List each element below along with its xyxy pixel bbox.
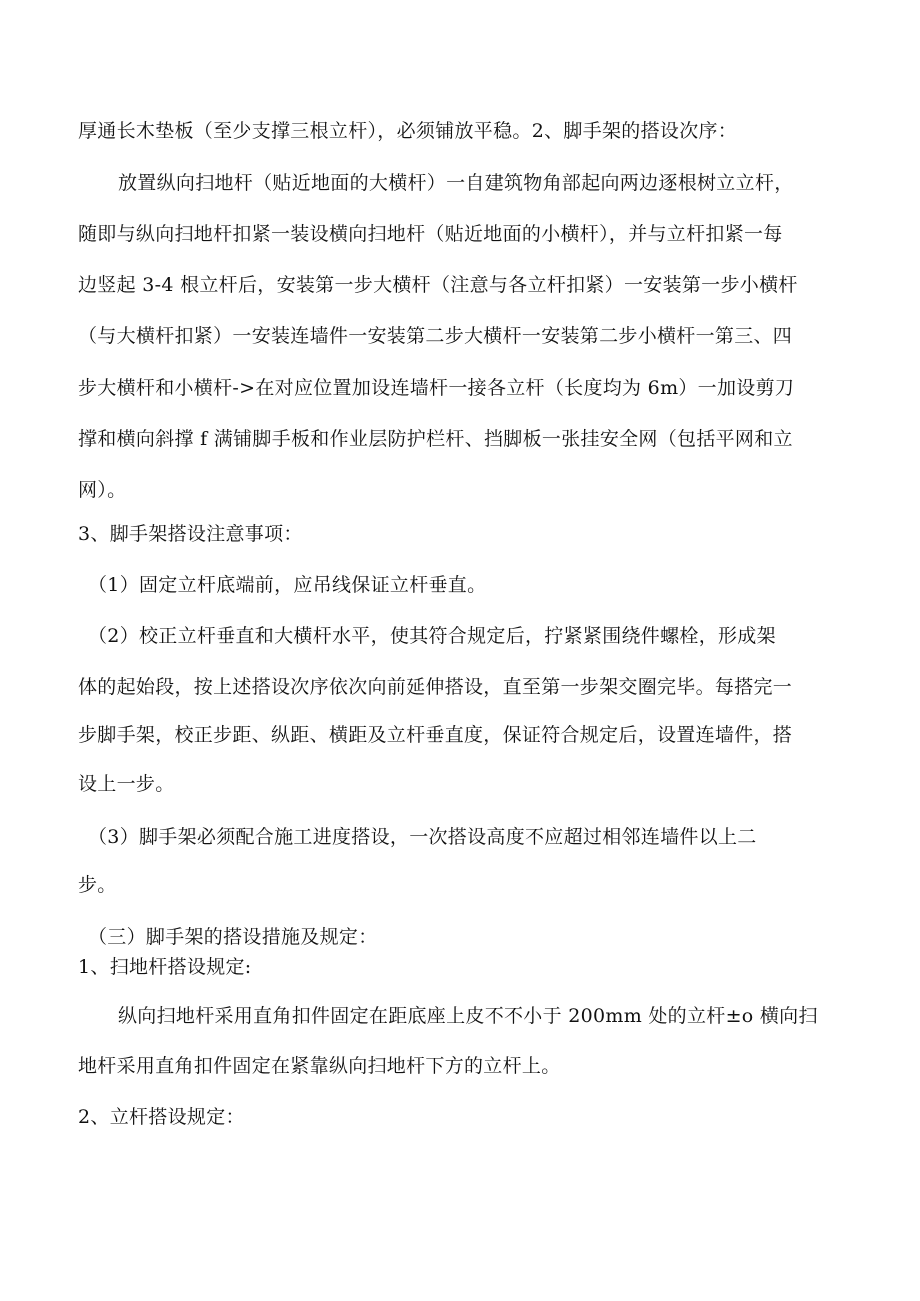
text-line-16: 步。 [78, 874, 117, 896]
text-line-item-3: （3）脚手架必须配合施工进度搭设，一次搭设高度不应超过相邻连墙件以上二 [88, 826, 757, 848]
text-line-2: 放置纵向扫地杆（贴近地面的大横杆）一自建筑物角部起向两边逐根树立立杆， [118, 172, 794, 194]
subsection-heading-2: 2、立杆搭设规定： [78, 1106, 245, 1128]
text-line-14: 设上一步。 [78, 773, 175, 795]
text-line-13: 步脚手架，校正步距、纵距、横距及立杆垂直度，保证符合规定后，设置连墙件，搭 [78, 724, 793, 746]
text-line-5: （与大横杆扣紧）一安装连墙件一安装第二步大横杆一安装第二步小横杆一第三、四 [78, 325, 793, 347]
text-line-8: 网）。 [78, 479, 127, 501]
text-line-3: 随即与纵向扫地杆扣紧一装设横向扫地杆（贴近地面的小横杆），并与立杆扣紧一每 [78, 223, 783, 245]
text-line-item-1: （1）固定立杆底端前，应吊线保证立杆垂直。 [88, 574, 487, 596]
text-line-1: 厚通长木垫板（至少支撑三根立杆），必须铺放平稳。2、脚手架的搭设次序： [78, 120, 738, 142]
subsection-heading-1: 1、扫地杆搭设规定: [78, 956, 252, 978]
text-line-6: 步大横杆和小横杆->在对应位置加设连墙杆一接各立杆（长度均为 6m）一加设剪刀 [78, 377, 795, 399]
section-heading-3: 3、脚手架搭设注意事项： [78, 523, 303, 545]
text-line-item-2: （2）校正立杆垂直和大横杆水平，使其符合规定后，拧紧紧围绕件螺栓，形成架 [88, 625, 776, 647]
section-heading-san: （三）脚手架的搭设措施及规定： [88, 926, 378, 948]
text-line-7: 撑和横向斜撑 f 满铺脚手板和作业层防护栏杆、挡脚板一张挂安全网（包括平网和立 [78, 428, 793, 450]
text-line-12: 体的起始段，按上述搭设次序依次向前延伸搭设，直至第一步架交圈完毕。每搭完一 [78, 676, 793, 698]
text-line-20: 地杆采用直角扣件固定在紧靠纵向扫地杆下方的立杆上。 [78, 1055, 561, 1077]
text-line-4: 边竖起 3-4 根立杆后，安装第一步大横杆（注意与各立杆扣紧）一安装第一步小横杆 [78, 274, 798, 296]
text-line-19: 纵向扫地杆采用直角扣件固定在距底座上皮不不小于 200mm 处的立杆±o 横向扫 [118, 1005, 818, 1027]
